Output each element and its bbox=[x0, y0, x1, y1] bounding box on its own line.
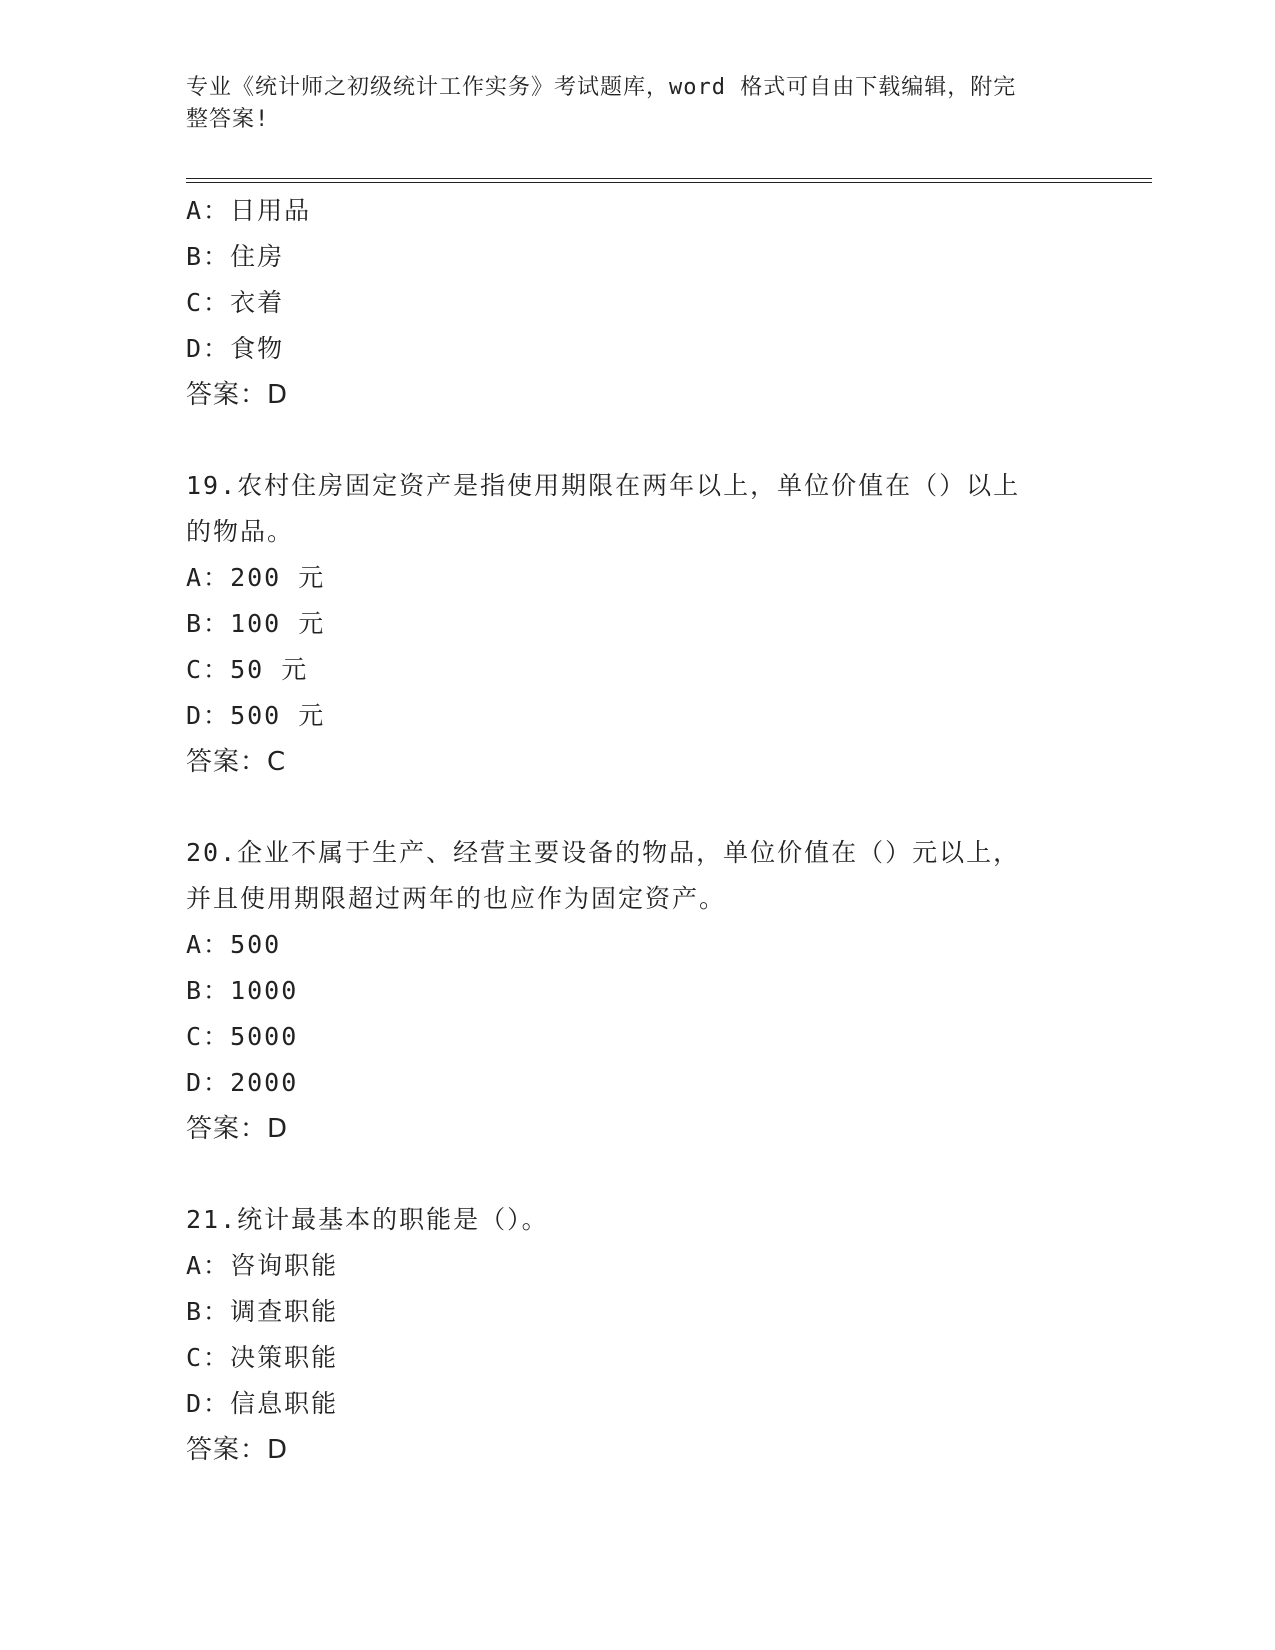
option-c bbox=[186, 1335, 1066, 1381]
option-d bbox=[186, 326, 1066, 372]
question-19 bbox=[186, 463, 1066, 785]
option-text: 住房 bbox=[230, 242, 285, 271]
option-a bbox=[186, 188, 1066, 234]
option-text: 50 元 bbox=[230, 655, 309, 684]
header-rule-top bbox=[186, 178, 1152, 179]
answer: 答案：D bbox=[186, 1114, 289, 1144]
question-stem-line-1: 19.农村住房固定资产是指使用期限在两年以上，单位价值在（）以上 bbox=[186, 471, 1021, 500]
option-letter: A： bbox=[186, 563, 231, 592]
option-letter: B： bbox=[186, 976, 231, 1005]
option-letter: C： bbox=[186, 655, 231, 684]
option-letter: B： bbox=[186, 1297, 231, 1326]
question-stem-line-2: 并且使用期限超过两年的也应作为固定资产。 bbox=[186, 884, 727, 913]
option-text: 100 元 bbox=[230, 609, 326, 638]
question-18-continued bbox=[186, 188, 1066, 418]
option-a bbox=[186, 922, 1066, 968]
option-b bbox=[186, 968, 1066, 1014]
option-text: 500 bbox=[230, 930, 282, 959]
option-b bbox=[186, 601, 1066, 647]
option-letter: A： bbox=[186, 930, 231, 959]
header-rule-bottom bbox=[186, 182, 1152, 183]
option-letter: D： bbox=[186, 334, 231, 363]
option-a bbox=[186, 555, 1066, 601]
answer: 答案：D bbox=[186, 1435, 289, 1465]
answer: 答案：C bbox=[186, 747, 287, 777]
document-header bbox=[186, 72, 1066, 136]
option-b bbox=[186, 1289, 1066, 1335]
question-21 bbox=[186, 1197, 1066, 1473]
option-text: 500 元 bbox=[230, 701, 326, 730]
option-letter: A： bbox=[186, 1251, 231, 1280]
question-list bbox=[186, 188, 1066, 1473]
option-text: 5000 bbox=[230, 1022, 299, 1051]
option-letter: A： bbox=[186, 196, 231, 225]
option-c bbox=[186, 647, 1066, 693]
option-c bbox=[186, 1014, 1066, 1060]
option-text: 衣着 bbox=[230, 288, 285, 317]
option-letter: C： bbox=[186, 1022, 231, 1051]
option-letter: C： bbox=[186, 1343, 231, 1372]
option-letter: C： bbox=[186, 288, 231, 317]
option-d bbox=[186, 1060, 1066, 1106]
option-letter: D： bbox=[186, 1068, 231, 1097]
option-c bbox=[186, 280, 1066, 326]
question-stem-line-2: 的物品。 bbox=[186, 517, 295, 546]
option-letter: D： bbox=[186, 701, 231, 730]
option-d bbox=[186, 693, 1066, 739]
option-letter: D： bbox=[186, 1389, 231, 1418]
option-text: 200 元 bbox=[230, 563, 326, 592]
option-text: 日用品 bbox=[230, 196, 312, 225]
option-text: 信息职能 bbox=[230, 1389, 339, 1418]
header-line-1: 专业《统计师之初级统计工作实务》考试题库，word 格式可自由下载编辑，附完 bbox=[186, 75, 1017, 100]
option-text: 1000 bbox=[230, 976, 299, 1005]
option-text: 决策职能 bbox=[230, 1343, 339, 1372]
option-text: 咨询职能 bbox=[230, 1251, 339, 1280]
question-20 bbox=[186, 830, 1066, 1152]
option-text: 调查职能 bbox=[230, 1297, 339, 1326]
option-d bbox=[186, 1381, 1066, 1427]
question-stem-line-1: 20.企业不属于生产、经营主要设备的物品，单位价值在（）元以上， bbox=[186, 838, 1021, 867]
answer: 答案：D bbox=[186, 380, 289, 410]
option-text: 食物 bbox=[230, 334, 285, 363]
option-letter: B： bbox=[186, 609, 231, 638]
option-b bbox=[186, 234, 1066, 280]
option-text: 2000 bbox=[230, 1068, 299, 1097]
option-a bbox=[186, 1243, 1066, 1289]
option-letter: B： bbox=[186, 242, 231, 271]
header-line-2: 整答案! bbox=[186, 107, 270, 132]
question-stem-line-1: 21.统计最基本的职能是（）。 bbox=[186, 1205, 549, 1234]
